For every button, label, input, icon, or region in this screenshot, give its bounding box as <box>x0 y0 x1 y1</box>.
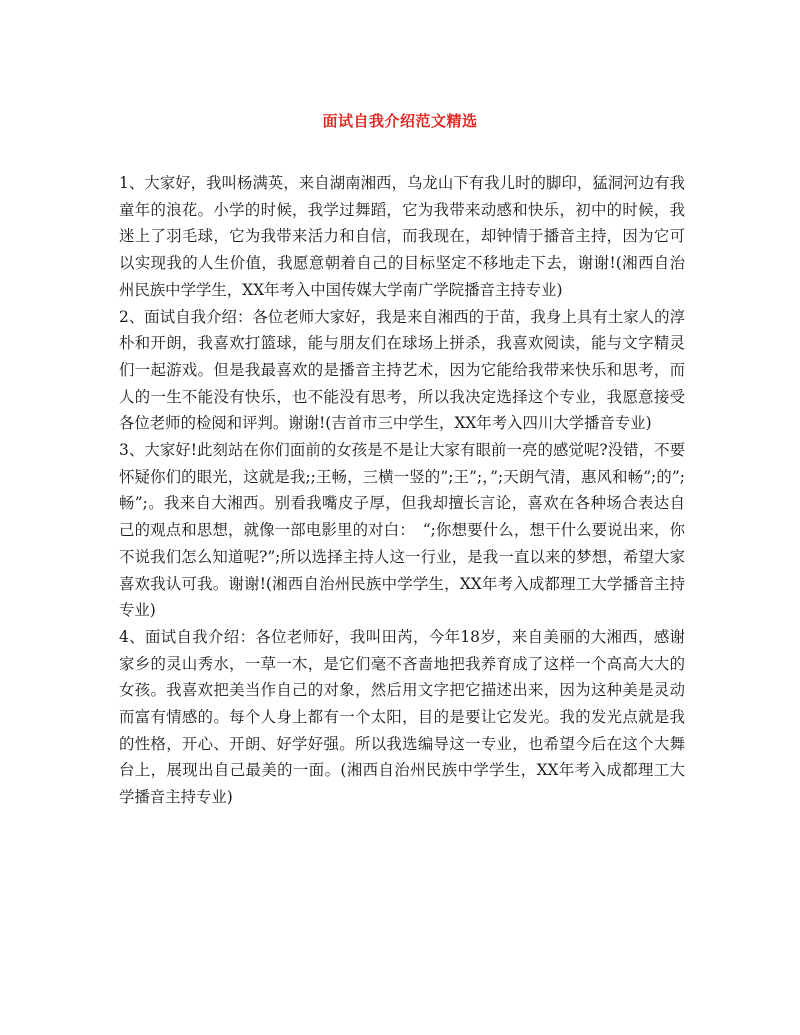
paragraph-3: 3、大家好!此刻站在你们面前的女孩是不是让大家有眼前一亮的感觉呢?没错，不要怀疑你们的眼光，这就是我;;王畅，三横一竖的”;王”;，”;天朗气清，惠风和畅”;的”;畅”;。我来自大湘西。别看我嘴皮子厚，但我却擅长言论，喜欢在各种场合表达自己的观点和思想，就像一部电影里的对白： “;你想要什么，想干什么要说出来，你不说我们怎么知道呢?”;所以选择主持人这一行业，是我一直以来的梦想，希望大家喜欢我认可我。谢谢!(湘西自治州民族中学学生，XX年考入成都理工大学播音主持专业) <box>119 441 685 620</box>
page-title: 面试自我介绍范文精选 <box>322 112 478 130</box>
paragraph-2: 2、面试自我介绍：各位老师大家好，我是来自湘西的于苗，我身上具有土家人的淳朴和开朗，我喜欢打篮球，能与朋友们在球场上拼杀，我喜欢阅读，能与文字精灵们一起游戏。但是我最喜欢的是播音主持艺术，因为它能给我带来快乐和思考，而人的一生不能没有快乐，也不能没有思考，所以我决定选择这个专业，我愿意接受各位老师的检阅和评判。谢谢!(吉首市三中学生，XX年考入四川大学播音专业) <box>119 307 685 433</box>
paragraph-1: 1、大家好，我叫杨满英，来自湖南湘西，乌龙山下有我儿时的脚印，猛洞河边有我童年的浪花。小学的时候，我学过舞蹈，它为我带来动感和快乐，初中的时候，我迷上了羽毛球，它为我带来活力和自信，而我现在，却钟情于播音主持，因为它可以实现我的人生价值，我愿意朝着自己的目标坚定不移地走下去，谢谢!(湘西自治州民族中学学生，XX年考入中国传媒大学南广学院播音主持专业) <box>119 174 685 299</box>
document-body <box>119 170 685 811</box>
paragraph-4: 4、面试自我介绍：各位老师好，我叫田芮，今年18岁，来自美丽的大湘西，感谢家乡的灵山秀水，一草一木，是它们毫不吝啬地把我养育成了这样一个高高大大的女孩。我喜欢把美当作自己的对象，然后用文字把它描述出来，因为这种美是灵动而富有情感的。每个人身上都有一个太阳，目的是要让它发光。我的发光点就是我的性格，开心、开朗、好学好强。所以我选编导这一专业，也希望今后在这个大舞台上，展现出自己最美的一面。(湘西自治州民族中学学生，XX年考入成都理工大学播音主持专业) <box>119 627 685 807</box>
